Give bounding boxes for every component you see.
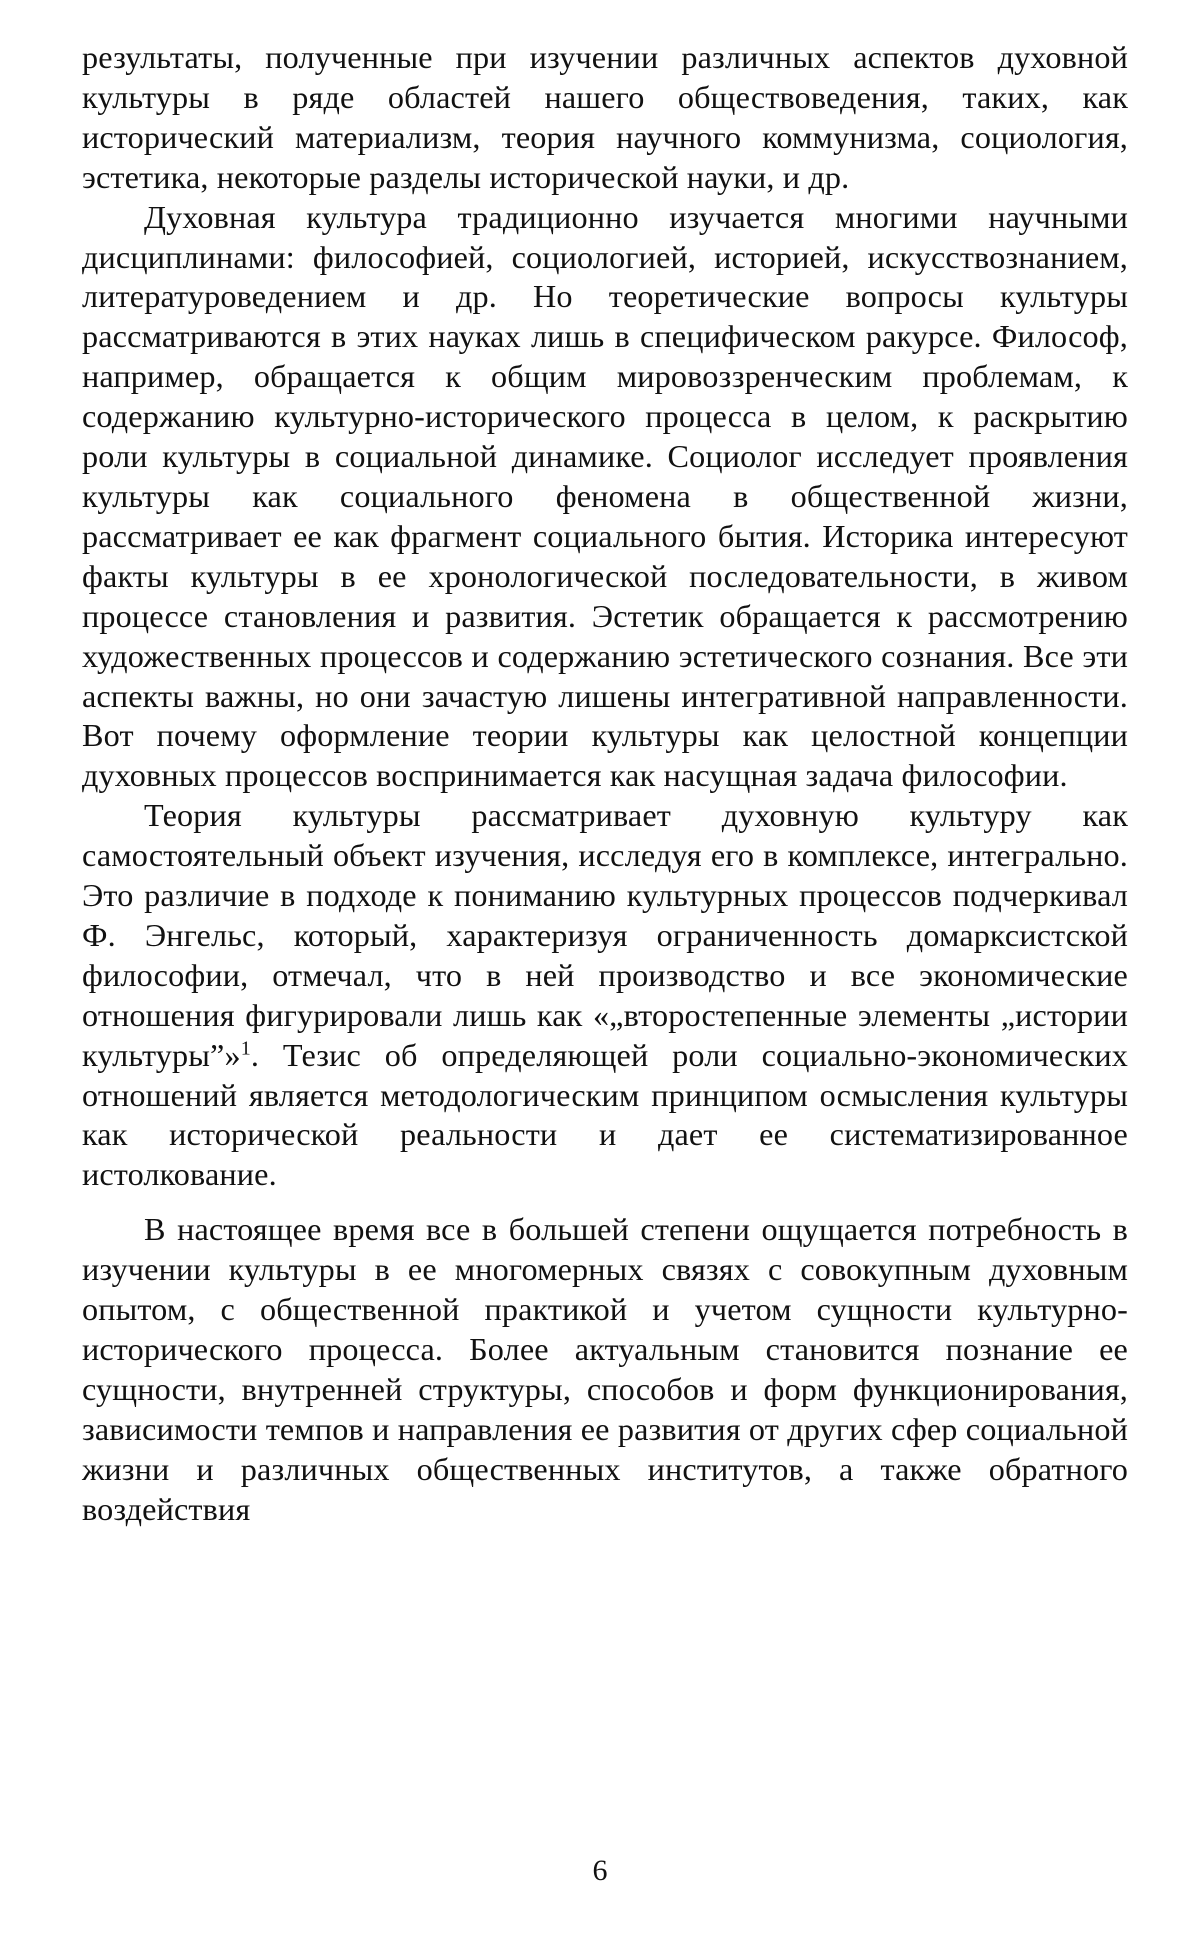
paragraph-3-main: Теория культуры рассматривает духовную культуру как самостоятельный объект изучения, исследуя его в комплексе, интегрально. Это различие в подходе к пониманию культурных процессов подчеркивал Ф. Энгельс, который, характеризуя ограниченность домарксистской философии, отмечал, что в ней производство и все экономические отношения фигурировали лишь как «„второстепенные элементы „истории культуры”» — [82, 797, 1128, 1073]
text-column — [82, 38, 1128, 1530]
paragraph-1: результаты, полученные при изучении различных аспектов духовной культуры в ряде областей нашего обществоведения, таких, как исторический материализм, теория научного коммунизма, социология, эстетика, некоторые разделы исторической науки, и др. — [82, 39, 1128, 195]
paragraph-3-tail: . Тезис об определяющей роли социально-экономических отношений является методологическим принципом осмысления культуры как исторической реальности и дает ее систематизированное истолкование. — [82, 1036, 1128, 1193]
page-number: 6 — [592, 1854, 608, 1887]
paragraph-4: В настоящее время все в большей степени ощущается потребность в изучении культуры в ее многомерных связях с совокупным духовным опытом, с общественной практикой и учетом сущности культурно-исторического процесса. Более актуальным становится познание ее сущности, внутренней структуры, способов и форм функционирования, зависимости темпов и направления ее развития от других сфер социальной жизни и различных общественных институтов, а также обратного воздействия — [82, 1211, 1128, 1527]
paragraph-3 — [82, 796, 1128, 1195]
footnote-marker[interactable]: 1 — [240, 1036, 251, 1059]
paragraph-2: Духовная культура традиционно изучается многими научными дисциплинами: философией, социологией, историей, искусствознанием, литературоведением и др. Но теоретические вопросы культуры рассматриваются в этих науках лишь в специфическом ракурсе. Философ, например, обращается к общим мировоззренческим проблемам, к содержанию культурно-исторического процесса в целом, к раскрытию роли культуры в социальной динамике. Социолог исследует проявления культуры как социального феномена в общественной жизни, рассматривает ее как фрагмент социального бытия. Историка интересуют факты культуры в ее хронологической последовательности, в живом процессе становления и развития. Эстетик обращается к рассмотрению художественных процессов и содержанию эстетического сознания. Все эти аспекты важны, но они зачастую лишены интегративной направленности. Вот почему оформление теории культуры как целостной концепции духовных процессов воспринимается как насущная задача философии. — [82, 198, 1128, 794]
